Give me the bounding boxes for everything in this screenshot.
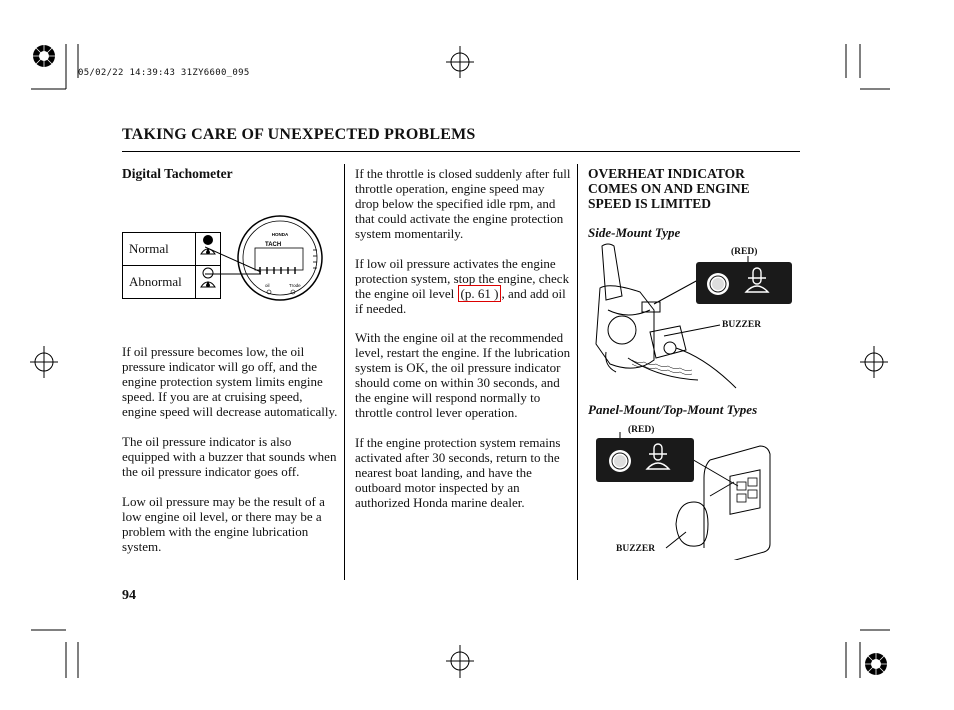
section-title: TAKING CARE OF UNEXPECTED PROBLEMS [122, 126, 476, 143]
digital-tachometer-illustration [205, 212, 335, 302]
panel-mount-title: Panel-Mount/Top-Mount Types [588, 402, 758, 417]
column-divider-1 [344, 164, 345, 580]
tach-sub-left-text: oil [265, 283, 270, 288]
col2-paragraph-3: With the engine oil at the recommended level, restart the engine. If the lubrication system is OK, the oil pressure indicator should come on within 30 seconds, and the engine will respond normally to throttle control lever operation. [355, 330, 571, 420]
panel-mount-red-label: (RED) [628, 425, 655, 435]
panel-mount-illustration [590, 420, 800, 560]
sunburst-mark-top [33, 45, 55, 67]
col2-paragraph-2-text-b: , and add oil if needed. [355, 286, 566, 316]
side-mount-buzzer-label: BUZZER [722, 320, 762, 330]
side-mount-title: Side-Mount Type [588, 225, 681, 240]
tach-sub-right-text: Trode [289, 283, 301, 288]
col2-paragraph-2 [355, 256, 571, 316]
col1-paragraph-3: Low oil pressure may be the result of a low engine oil level, or there may be a problem with the engine lubrication system. [122, 494, 325, 554]
section-rule [122, 151, 800, 152]
col1-paragraphs [122, 344, 338, 554]
col2-paragraphs [355, 166, 571, 510]
overheat-heading: OVERHEAT INDICATOR COMES ON AND ENGINE SPEED IS LIMITED [588, 166, 750, 211]
sunburst-mark-bottom [865, 653, 887, 675]
col1-paragraph-2: The oil pressure indicator is also equipped with a buzzer that sounds when the oil pressure indicator goes off. [122, 434, 337, 479]
side-mount-illustration [588, 240, 798, 395]
page-number: 94 [122, 588, 136, 603]
legend-abnormal-label: Abnormal [123, 266, 196, 299]
tach-label-text: TACH [265, 242, 282, 248]
tach-brand-text: HONDA [271, 232, 289, 237]
col1-paragraph-1: If oil pressure becomes low, the oil pressure indicator will go off, and the engine protection system limits engine speed. If you are at cruising speed, engine speed will decrease automatically. [122, 344, 338, 419]
print-stamp: 05/02/22 14:39:43 31ZY6600_095 [78, 68, 250, 78]
col2-paragraph-1: If the throttle is closed suddenly after full throttle operation, engine speed may drop below the specified idle rpm, and that could activate the engine protection system momentarily. [355, 166, 571, 241]
tachometer-heading: Digital Tachometer [122, 166, 233, 181]
page-reference-link[interactable]: (p. 61 ) [458, 285, 502, 302]
legend-normal-label: Normal [123, 233, 196, 266]
col2-paragraph-4: If the engine protection system remains activated after 30 seconds, return to the nearest boat landing, and have the outboard motor inspected by an authorized Honda marine dealer. [355, 435, 561, 510]
col2-paragraph-2-text-a: If low oil pressure activates the engine protection system, stop the engine, check the engine oil level [355, 256, 570, 301]
column-divider-2 [577, 164, 578, 580]
side-mount-red-label: (RED) [731, 247, 758, 257]
panel-mount-buzzer-label: BUZZER [616, 544, 656, 554]
